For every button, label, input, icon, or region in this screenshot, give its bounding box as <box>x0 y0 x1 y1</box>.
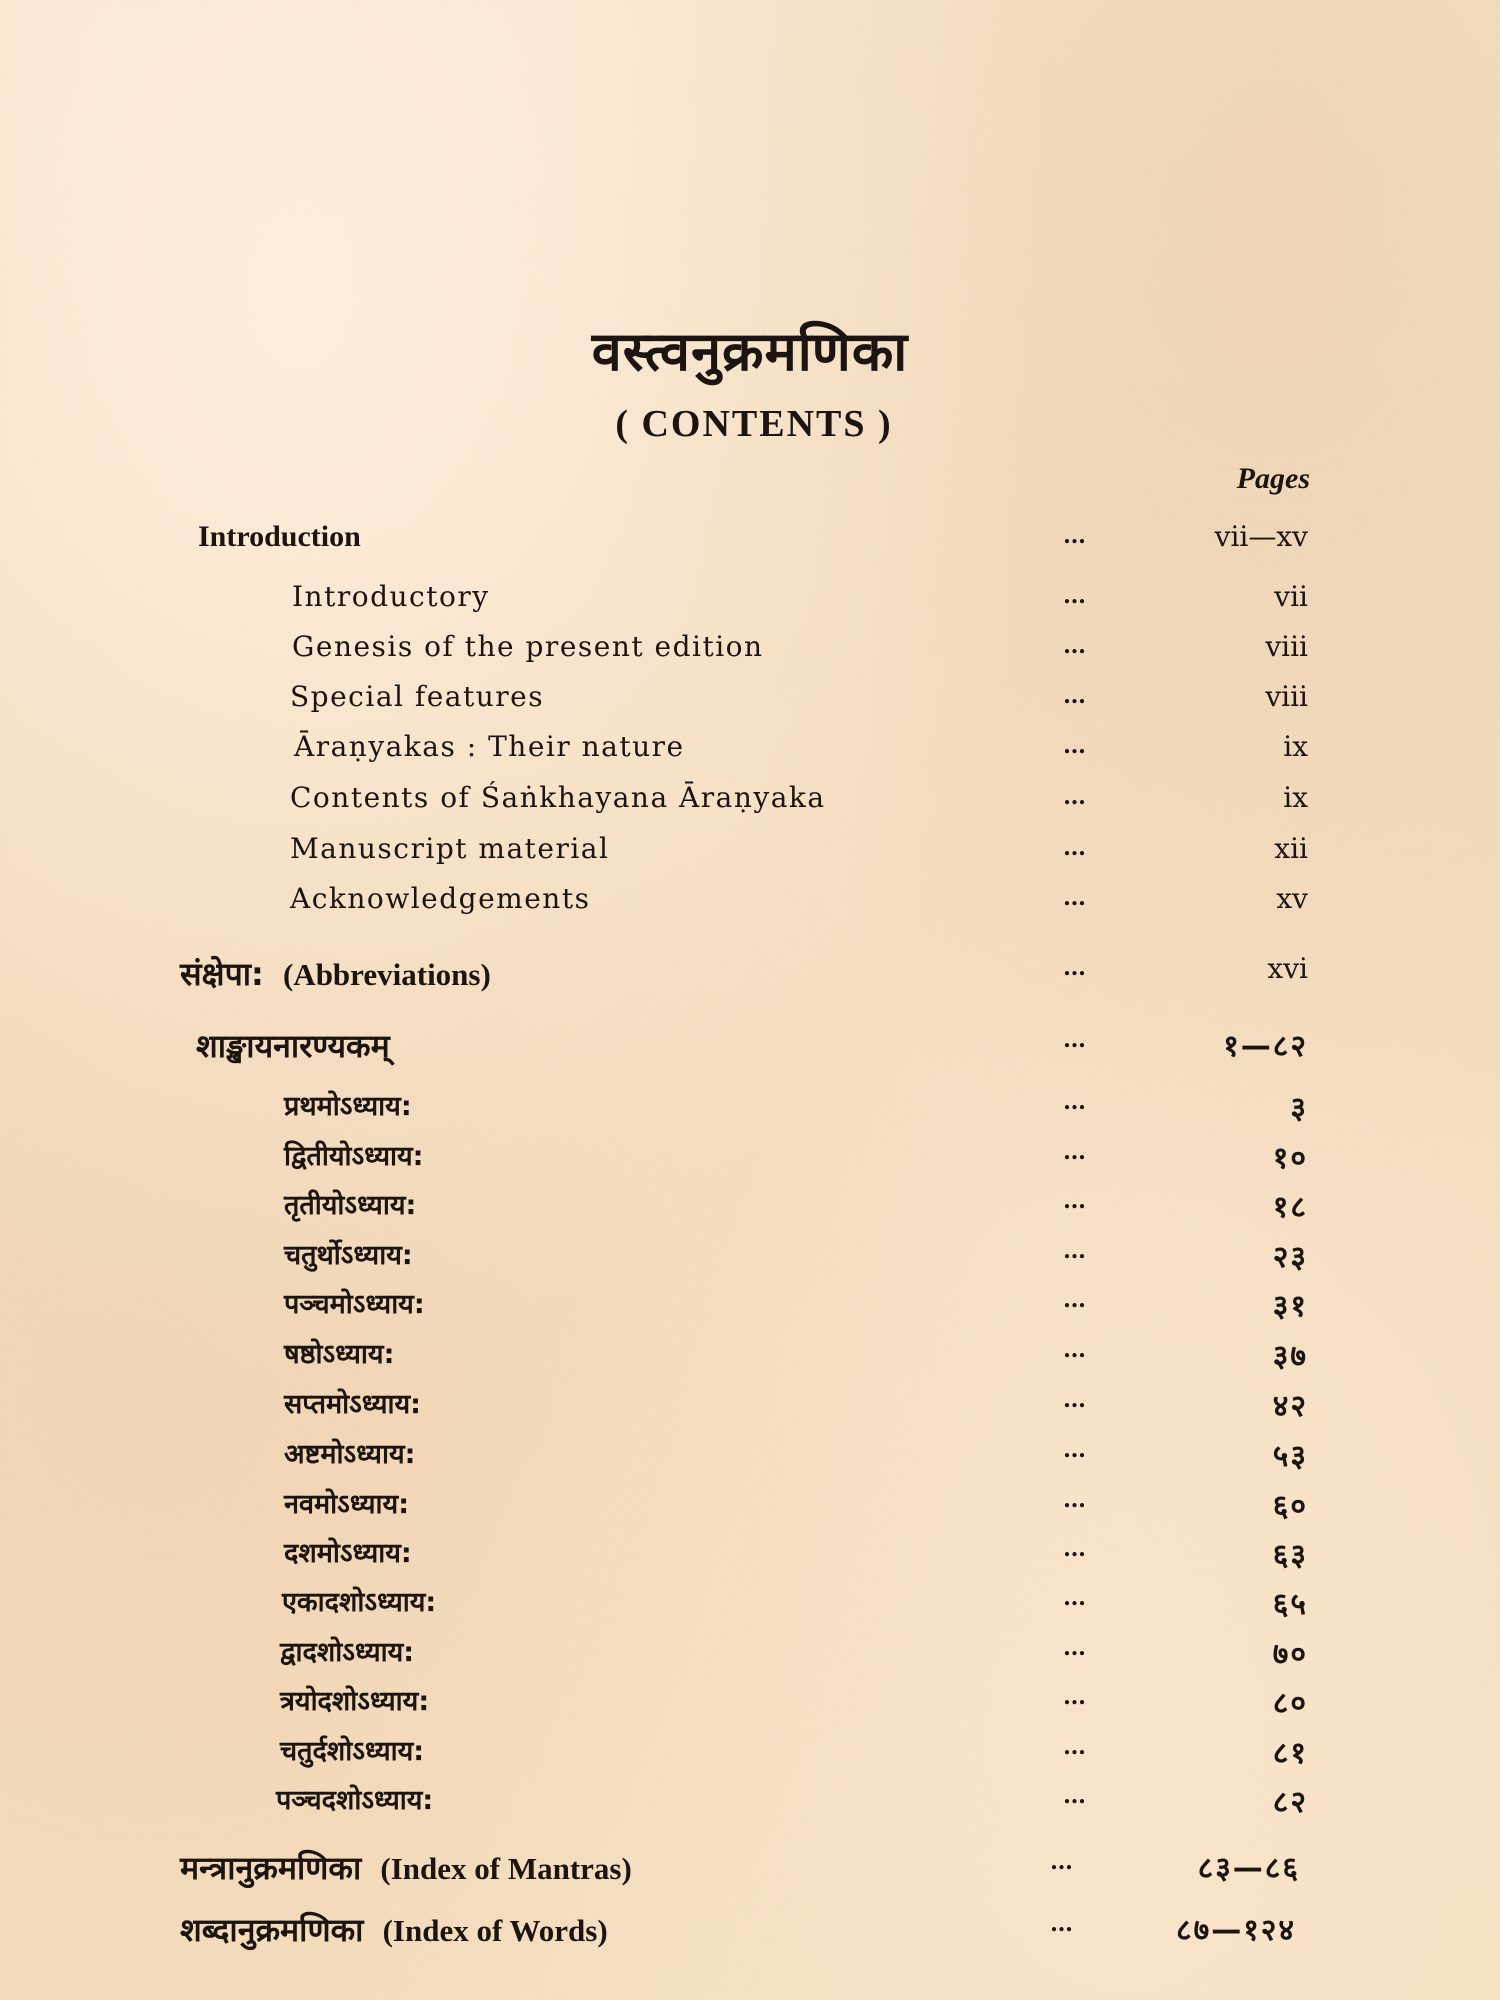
toc-leader-dots: ... <box>1063 520 1087 549</box>
toc-page-number: २३ <box>1272 1240 1308 1275</box>
toc-entry-contents-aranyaka <box>0 781 1500 825</box>
toc-entry-label: द्वितीयोऽध्याय: <box>284 1141 424 1172</box>
toc-page-number: ६० <box>1272 1489 1308 1524</box>
toc-entry-label: Special features <box>290 680 545 713</box>
contents-title-devanagari: वस्त्वनुक्रमणिका <box>591 319 909 383</box>
toc-entry-chapter-4 <box>0 1235 1500 1279</box>
toc-entry-label: प्रथमोऽध्याय: <box>284 1091 412 1122</box>
toc-leader-dots: ... <box>1063 1086 1087 1115</box>
toc-entry-chapter-1 <box>0 1086 1500 1130</box>
toc-entry-aranyakas-nature <box>0 730 1500 774</box>
toc-label-english: (Abbreviations) <box>282 957 491 992</box>
toc-entry-label: शाङ्खायनारण्यकम् <box>196 1027 390 1065</box>
toc-page-number: १८ <box>1272 1190 1308 1225</box>
toc-page-number: ३ <box>1290 1091 1308 1126</box>
toc-page-number: ५३ <box>1272 1439 1308 1474</box>
toc-entry-label <box>180 952 491 995</box>
toc-entry-label <box>180 1846 632 1889</box>
toc-leader-dots: ... <box>1063 1681 1087 1710</box>
toc-leader-dots: ... <box>1063 882 1087 911</box>
toc-leader-dots: ... <box>1063 1384 1087 1413</box>
toc-entry-label: एकादशोऽध्याय: <box>282 1587 437 1618</box>
toc-label-english: (Index of Mantras) <box>380 1851 632 1886</box>
toc-page-number: viii <box>1265 630 1308 663</box>
toc-page-number: ३१ <box>1272 1289 1308 1324</box>
toc-entry-chapter-10 <box>0 1533 1500 1577</box>
toc-entry-index-of-mantras <box>0 1846 1500 1890</box>
toc-entry-label: द्वादशोऽध्याय: <box>280 1637 415 1668</box>
toc-label-devanagari: संक्षेपा: <box>180 955 264 993</box>
toc-entry-chapter-14 <box>0 1731 1500 1775</box>
toc-entry-label: अष्टमोऽध्याय: <box>284 1439 416 1470</box>
toc-entry-chapter-11 <box>0 1582 1500 1626</box>
toc-leader-dots: ... <box>1063 1731 1087 1760</box>
toc-entry-acknowledgements <box>0 882 1500 926</box>
toc-page-number: xvi <box>1267 952 1308 985</box>
contents-title-english: ( CONTENTS ) <box>615 403 893 445</box>
toc-leader-dots: ... <box>1063 1484 1087 1513</box>
toc-leader-dots: ... <box>1063 1780 1087 1809</box>
toc-entry-chapter-12 <box>0 1632 1500 1676</box>
toc-entry-genesis <box>0 630 1500 674</box>
toc-page-number: ८० <box>1272 1686 1308 1721</box>
toc-leader-dots: ... <box>1063 680 1087 709</box>
toc-page-number: xii <box>1274 832 1308 865</box>
toc-leader-dots: ... <box>1063 1235 1087 1264</box>
toc-page-number: ८१ <box>1272 1736 1308 1771</box>
toc-page-number: १—८२ <box>1223 1029 1308 1064</box>
toc-entry-chapter-6 <box>0 1334 1500 1378</box>
toc-entry-sankhayanaranyakam <box>0 1024 1500 1068</box>
toc-leader-dots: ... <box>1063 1334 1087 1363</box>
toc-entry-label: Acknowledgements <box>290 882 591 915</box>
toc-entry-label: Manuscript material <box>290 832 610 865</box>
toc-entry-label: Āraṇyakas : Their nature <box>294 730 685 763</box>
toc-entry-label: सप्तमोऽध्याय: <box>284 1389 421 1420</box>
toc-page-number: ८२ <box>1272 1785 1308 1820</box>
toc-leader-dots: ... <box>1063 630 1087 659</box>
toc-entry-label: षष्ठोऽध्याय: <box>284 1339 395 1370</box>
toc-leader-dots: ... <box>1063 1024 1087 1053</box>
toc-page-number: xv <box>1276 882 1308 915</box>
toc-page-number: ८३—८६ <box>1197 1851 1300 1886</box>
toc-page-number: viii <box>1265 680 1308 713</box>
toc-entry-label: पञ्चदशोऽध्याय: <box>276 1785 434 1816</box>
toc-page-number: १० <box>1272 1141 1308 1176</box>
toc-entry-label <box>180 1908 608 1951</box>
toc-page-number: vii—xv <box>1214 520 1308 553</box>
toc-entry-chapter-13 <box>0 1681 1500 1725</box>
pages-column-label: Pages <box>1236 462 1310 495</box>
toc-entry-label: चतुर्दशोऽध्याय: <box>280 1736 425 1767</box>
toc-entry-manuscript-material <box>0 832 1500 876</box>
toc-leader-dots: ... <box>1063 1136 1087 1165</box>
toc-entry-label: दशमोऽध्याय: <box>284 1538 412 1569</box>
toc-leader-dots: ... <box>1063 730 1087 759</box>
toc-page-number: ७० <box>1272 1637 1308 1672</box>
toc-leader-dots: ... <box>1050 1908 1074 1937</box>
toc-leader-dots: ... <box>1063 580 1087 609</box>
toc-entry-label: Introductory <box>292 580 490 613</box>
toc-entry-label: Contents of Śaṅkhayana Āraṇyaka <box>290 781 826 814</box>
toc-entry-chapter-2 <box>0 1136 1500 1180</box>
toc-leader-dots: ... <box>1050 1846 1074 1875</box>
toc-page-number: ix <box>1283 730 1308 763</box>
toc-page-number: ३७ <box>1272 1339 1308 1374</box>
toc-entry-chapter-15 <box>0 1780 1500 1824</box>
toc-entry-chapter-8 <box>0 1434 1500 1478</box>
toc-page-number: ४२ <box>1272 1389 1308 1424</box>
toc-entry-abbreviations <box>0 952 1500 996</box>
toc-leader-dots: ... <box>1063 1434 1087 1463</box>
toc-page-number: ६५ <box>1272 1587 1308 1622</box>
toc-page-number: ८७—१२४ <box>1176 1913 1296 1948</box>
toc-leader-dots: ... <box>1063 952 1087 981</box>
toc-page-number: vii <box>1274 580 1308 613</box>
toc-entry-chapter-5 <box>0 1284 1500 1328</box>
toc-entry-introduction <box>0 520 1500 564</box>
toc-entry-label: नवमोऽध्याय: <box>284 1489 410 1520</box>
toc-leader-dots: ... <box>1063 1632 1087 1661</box>
toc-page-number: ६३ <box>1272 1538 1308 1573</box>
toc-leader-dots: ... <box>1063 1533 1087 1562</box>
toc-entry-index-of-words <box>0 1908 1500 1952</box>
toc-entry-introductory <box>0 580 1500 624</box>
toc-label-english: (Index of Words) <box>382 1913 608 1948</box>
toc-label-devanagari: शब्दानुक्रमणिका <box>180 1911 364 1949</box>
toc-leader-dots: ... <box>1063 1284 1087 1313</box>
toc-page-number: ix <box>1283 781 1308 814</box>
toc-leader-dots: ... <box>1063 1185 1087 1214</box>
toc-entry-special-features <box>0 680 1500 724</box>
toc-entry-chapter-7 <box>0 1384 1500 1428</box>
toc-leader-dots: ... <box>1063 832 1087 861</box>
toc-entry-label: त्रयोदशोऽध्याय: <box>280 1686 430 1717</box>
toc-entry-chapter-3 <box>0 1185 1500 1229</box>
toc-entry-chapter-9 <box>0 1484 1500 1528</box>
toc-leader-dots: ... <box>1063 781 1087 810</box>
toc-entry-label: चतुर्थोऽध्याय: <box>284 1240 413 1271</box>
toc-leader-dots: ... <box>1063 1582 1087 1611</box>
toc-entry-label: Genesis of the present edition <box>292 630 764 663</box>
toc-entry-label: तृतीयोऽध्याय: <box>284 1190 417 1221</box>
toc-entry-label: Introduction <box>198 520 361 553</box>
toc-entry-label: पञ्चमोऽध्याय: <box>284 1289 425 1320</box>
toc-label-devanagari: मन्त्रानुक्रमणिका <box>180 1849 362 1887</box>
